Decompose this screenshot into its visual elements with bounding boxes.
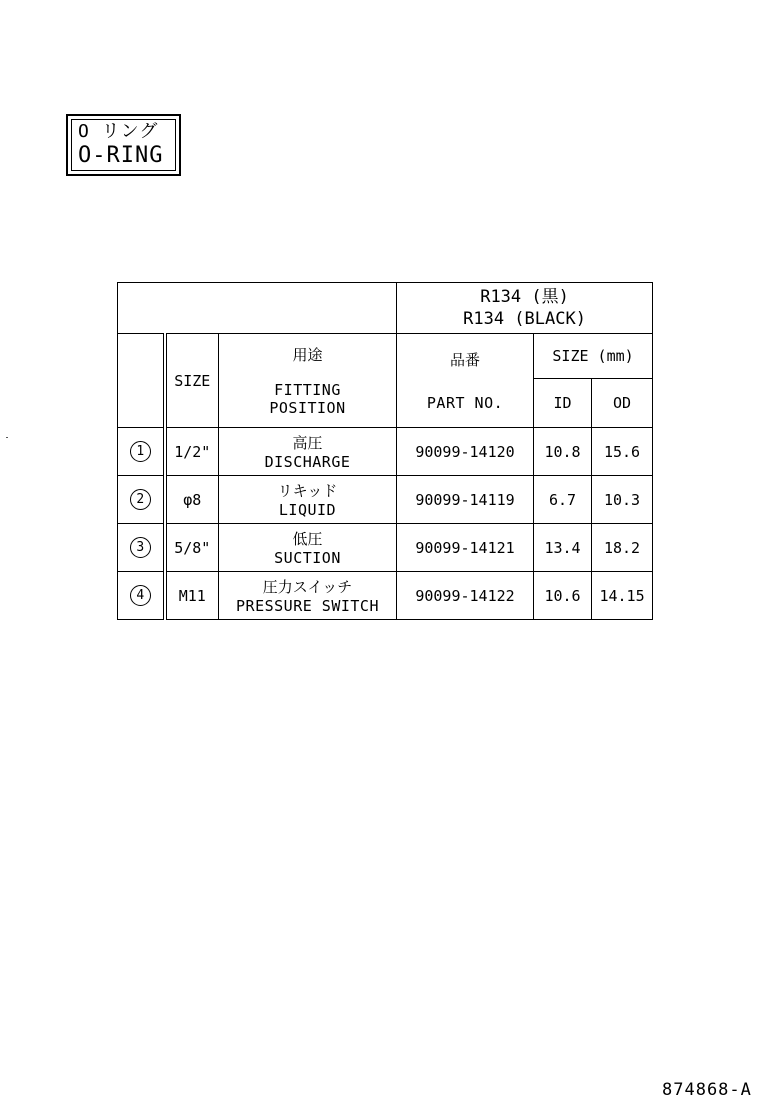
circled-number: 3 xyxy=(130,537,151,558)
row-fitting-jp: リキッド xyxy=(277,481,338,500)
table-row xyxy=(118,524,653,572)
row-fitting-jp: 高圧 xyxy=(292,433,323,452)
header-part-no-en: PART NO. xyxy=(426,393,504,412)
row-size: 5/8" xyxy=(165,524,219,572)
header-part-no-jp: 品番 xyxy=(450,350,481,369)
table-row xyxy=(118,572,653,620)
title-box-inner xyxy=(71,119,176,171)
header-part-no xyxy=(397,334,534,428)
refrigerant-jp: R134 (黒) xyxy=(480,287,569,307)
circled-number: 4 xyxy=(130,585,151,606)
circled-number: 1 xyxy=(130,441,151,462)
header-refrigerant-row xyxy=(118,283,653,334)
circled-number: 2 xyxy=(130,489,151,510)
row-part-no: 90099-14121 xyxy=(397,524,534,572)
row-id: 6.7 xyxy=(534,476,592,524)
row-number xyxy=(118,572,165,620)
header-id: ID xyxy=(534,379,592,428)
title-en: O-RING xyxy=(78,143,164,168)
row-id: 10.6 xyxy=(534,572,592,620)
title-jp: O リング xyxy=(78,121,159,142)
header-num-blank xyxy=(118,334,165,428)
row-od: 18.2 xyxy=(592,524,653,572)
row-number xyxy=(118,428,165,476)
header-fitting xyxy=(219,334,397,428)
row-fitting xyxy=(219,428,397,476)
row-od: 10.3 xyxy=(592,476,653,524)
stray-mark xyxy=(6,437,8,438)
row-size: 1/2" xyxy=(165,428,219,476)
row-size: M11 xyxy=(165,572,219,620)
row-fitting-en: SUCTION xyxy=(274,548,341,567)
row-fitting-en: LIQUID xyxy=(278,500,337,519)
refrigerant-header xyxy=(397,283,653,334)
table-row xyxy=(118,428,653,476)
row-id: 10.8 xyxy=(534,428,592,476)
header-row xyxy=(118,334,653,379)
header-fitting-jp: 用途 xyxy=(292,345,323,364)
header-size-mm: SIZE (mm) xyxy=(534,334,653,379)
row-fitting xyxy=(219,476,397,524)
o-ring-spec-table xyxy=(117,282,653,620)
header-size: SIZE xyxy=(165,334,219,428)
header-od: OD xyxy=(592,379,653,428)
row-size: φ8 xyxy=(165,476,219,524)
row-fitting-en: PRESSURE SWITCH xyxy=(236,596,379,615)
row-part-no: 90099-14122 xyxy=(397,572,534,620)
row-fitting xyxy=(219,572,397,620)
row-fitting-jp: 低圧 xyxy=(292,529,323,548)
title-box xyxy=(66,114,181,176)
header-blank xyxy=(118,283,397,334)
row-number xyxy=(118,524,165,572)
row-od: 15.6 xyxy=(592,428,653,476)
row-fitting-en: DISCHARGE xyxy=(264,452,351,471)
row-od: 14.15 xyxy=(592,572,653,620)
row-fitting-jp: 圧力スイッチ xyxy=(262,577,353,596)
row-fitting xyxy=(219,524,397,572)
header-fitting-en-2: POSITION xyxy=(269,398,346,417)
header-fitting-en-1: FITTING xyxy=(274,380,341,399)
row-number xyxy=(118,476,165,524)
row-id: 13.4 xyxy=(534,524,592,572)
row-part-no: 90099-14119 xyxy=(397,476,534,524)
row-part-no: 90099-14120 xyxy=(397,428,534,476)
table-row xyxy=(118,476,653,524)
refrigerant-en: R134 (BLACK) xyxy=(463,309,586,329)
document-id: 874868-A xyxy=(662,1080,752,1100)
